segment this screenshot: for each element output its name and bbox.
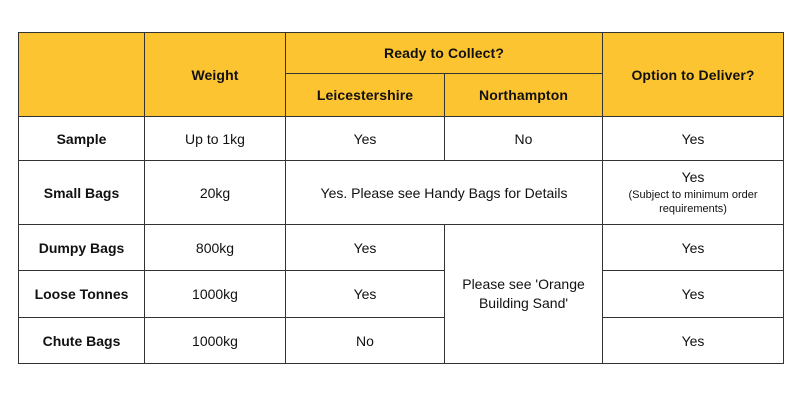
header-weight: Weight	[145, 33, 286, 117]
weight-cell: 800kg	[145, 225, 286, 271]
header-leicestershire: Leicestershire	[286, 74, 445, 117]
table-row	[19, 318, 784, 364]
header-ready-to-collect: Ready to Collect?	[286, 33, 603, 74]
deliver-value: Yes	[681, 169, 705, 185]
deliver-cell-with-note	[603, 161, 784, 225]
header-option-to-deliver: Option to Deliver?	[603, 33, 784, 117]
row-label-chute-bags: Chute Bags	[19, 318, 145, 364]
weight-cell: 1000kg	[145, 318, 286, 364]
leicestershire-cell: No	[286, 318, 445, 364]
deliver-cell: Yes	[603, 225, 784, 271]
header-northampton: Northampton	[445, 74, 603, 117]
leicestershire-cell: Yes	[286, 225, 445, 271]
deliver-cell: Yes	[603, 318, 784, 364]
table-row	[19, 117, 784, 161]
row-label-small-bags: Small Bags	[19, 161, 145, 225]
table-row	[19, 225, 784, 271]
deliver-note: (Subject to minimum order requirements)	[628, 189, 758, 215]
deliver-cell: Yes	[603, 271, 784, 318]
leicestershire-cell: Yes	[286, 117, 445, 161]
table-row	[19, 271, 784, 318]
leicestershire-cell: Yes	[286, 271, 445, 318]
product-availability-table	[18, 32, 784, 364]
row-label-loose-tonnes: Loose Tonnes	[19, 271, 145, 318]
weight-cell: Up to 1kg	[145, 117, 286, 161]
header-empty-cell	[19, 33, 145, 117]
header-row-1	[19, 33, 784, 74]
table-row	[19, 161, 784, 225]
collect-merged-cell: Yes. Please see Handy Bags for Details	[286, 161, 603, 225]
weight-cell: 20kg	[145, 161, 286, 225]
northampton-cell: No	[445, 117, 603, 161]
row-label-dumpy-bags: Dumpy Bags	[19, 225, 145, 271]
row-label-sample: Sample	[19, 117, 145, 161]
northampton-merged-cell: Please see 'Orange Building Sand'	[445, 225, 603, 364]
deliver-cell: Yes	[603, 117, 784, 161]
weight-cell: 1000kg	[145, 271, 286, 318]
